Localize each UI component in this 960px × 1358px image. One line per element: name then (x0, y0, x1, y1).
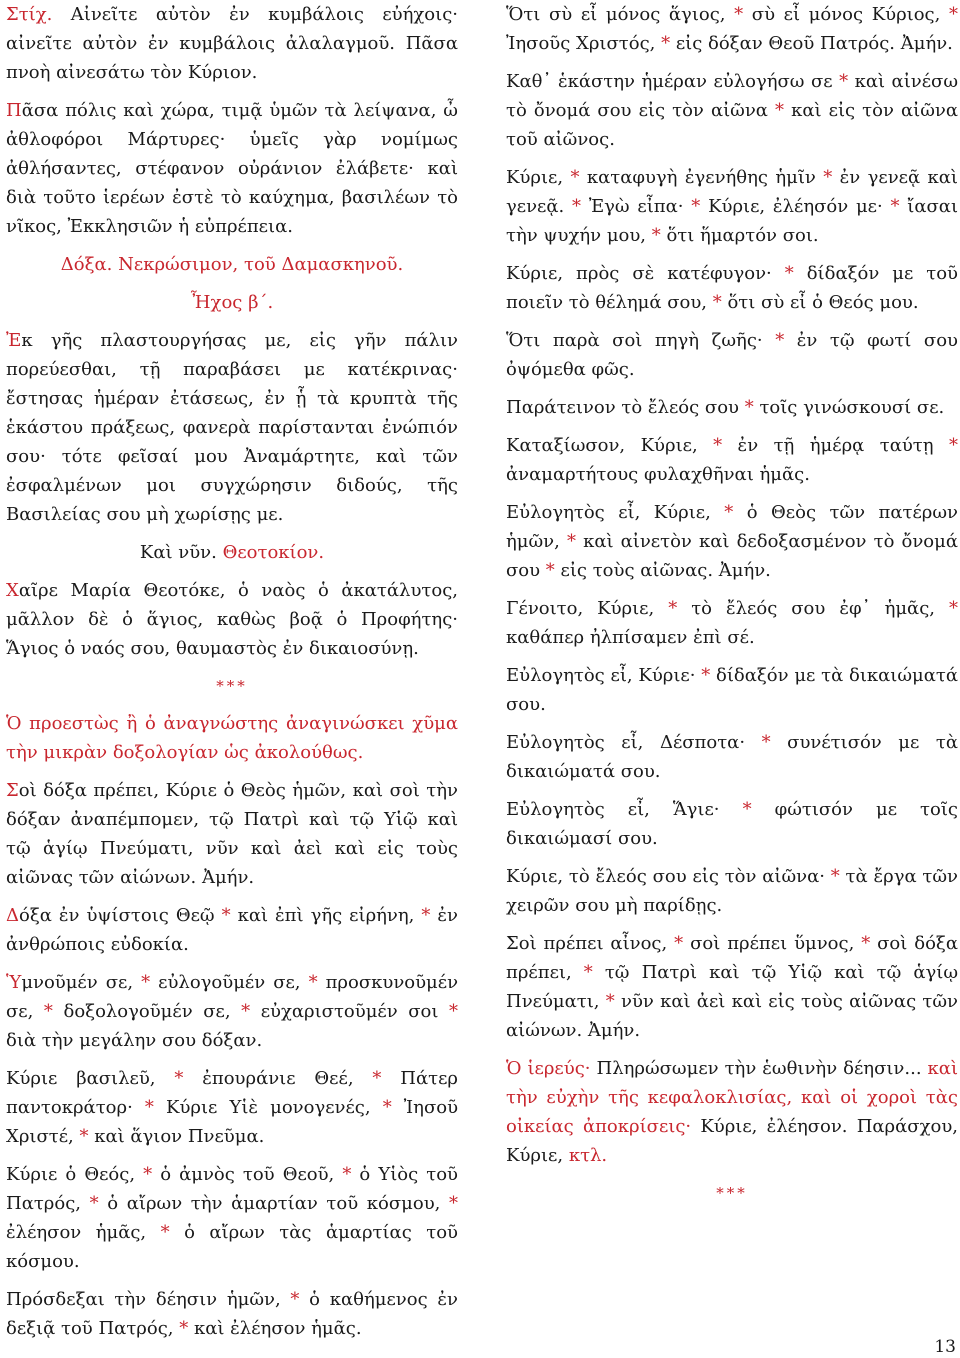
rubric-text: * (179, 1318, 189, 1339)
body-text: σὺ εἶ μόνος Κύριος, (743, 4, 949, 25)
rubric-text: * (661, 33, 671, 54)
body-text: εὐλογοῦμέν σε, (150, 972, 309, 993)
body-text: δοξολογοῦμέν σε, (52, 1001, 242, 1022)
text-paragraph (506, 431, 958, 489)
body-text: Καὶ νῦν. (139, 542, 223, 563)
rubric-text: * (605, 991, 615, 1012)
rubric-text: * (290, 1289, 300, 1310)
text-paragraph (6, 901, 458, 959)
body-text: καὶ ἐπὶ γῆς εἰρήνη, (230, 905, 422, 926)
rubric-text: Δόξα. Νεκρώσιμον, τοῦ Δαμασκηνοῦ. (60, 254, 404, 275)
body-text: Πρόσδεξαι τὴν δέησιν ἡμῶν, (6, 1289, 291, 1310)
rubric-text: Στίχ. (6, 4, 53, 25)
body-text: Κύριε, πρὸς σὲ κατέφυγον· (506, 263, 785, 284)
rubric-text: Ὁ προεστὼς ἢ ὁ ἀναγνώστης ἀναγινώσκει χῦμα τὴν μικρὰν δοξολογίαν ὡς ἀκολούθως. (6, 713, 458, 763)
rubric-text: * (570, 167, 580, 188)
body-text: καὶ αἰνετὸν καὶ δεδοξασμένον τὸ ὄνομά σου (506, 531, 958, 581)
rubric-text: * (784, 263, 794, 284)
rubric-text: Π (6, 100, 22, 121)
body-text: ἐν ἀνθρώποις εὐδοκία. (6, 905, 458, 955)
text-paragraph (506, 862, 958, 920)
rubric-text: * (449, 1001, 458, 1022)
body-text: φώτισόν με τοῖς δικαιώμασί σου. (506, 799, 958, 849)
body-text: οὶ δόξα πρέπει, Κύριε ὁ Θεὸς ἡμῶν, καὶ σοὶ τὴν δόξαν ἀναπέμπομεν, τῷ Πατρὶ καὶ τῷ Υἱῷ καὶ τῷ ἁγίῳ Πνεύματι, νῦν καὶ ἀεὶ καὶ εἰς τοὺς αἰῶνας τῶν αἰώνων. Ἀμήν. (6, 780, 458, 888)
rubric-text: * (174, 1068, 184, 1089)
body-text: ὁ ἀμνὸς τοῦ Θεοῦ, (152, 1164, 343, 1185)
body-text: σοὶ πρέπει ὕμνος, (683, 933, 862, 954)
text-paragraph (6, 0, 458, 87)
rubric-text: * (668, 598, 678, 619)
body-text: ὁ καθήμενος ἐν δεξιᾷ τοῦ Πατρός, (6, 1289, 459, 1339)
body-text: τοῖς γινώσκουσί σε. (753, 397, 945, 418)
rubric-text: * (861, 933, 871, 954)
section-separator (6, 672, 458, 701)
body-text: ὁ αἴρων τὰς ἁμαρτίας τοῦ κόσμου. (6, 1222, 458, 1272)
text-paragraph (506, 498, 958, 585)
text-paragraph (506, 594, 958, 652)
body-text: Σοὶ πρέπει αἶνος, (506, 933, 675, 954)
rubric-text: * (221, 905, 231, 926)
body-text: καὶ ἐλέησον ἡμᾶς. (188, 1318, 362, 1339)
body-text: ὁ αἴρων τὴν ἁμαρτίαν τοῦ κόσμου, (98, 1193, 449, 1214)
body-text: ἐπουράνιε Θεέ, (183, 1068, 373, 1089)
body-text: Πληρώσωμεν τὴν ἑωθινὴν δέησιν... (596, 1058, 928, 1079)
rubric-text: * (43, 1001, 53, 1022)
body-text: τῷ Πατρὶ καὶ τῷ Υἱῷ καὶ τῷ ἁγίῳ Πνεύματι, (506, 962, 958, 1012)
rubric-text: * (372, 1068, 382, 1089)
rubric-text: * (651, 225, 661, 246)
body-text: δίδαξόν με τὰ δικαιώματά σου. (506, 665, 958, 715)
text-paragraph (6, 968, 458, 1055)
rubric-text: * (890, 196, 900, 217)
body-text: μνοῦμέν σε, (21, 972, 142, 993)
text-paragraph (506, 67, 958, 154)
body-text: Κύριε, ἐλέησον. Παράσχου, Κύριε, (506, 1116, 958, 1166)
rubric-text: * (701, 665, 711, 686)
rubric-text: * (572, 196, 582, 217)
text-paragraph (506, 163, 958, 250)
text-paragraph (506, 929, 958, 1045)
text-paragraph (6, 326, 458, 529)
rubric-text: Δ (6, 905, 19, 926)
text-paragraph (6, 709, 458, 767)
rubric-text: * (144, 1097, 154, 1118)
text-paragraph (506, 795, 958, 853)
body-text: όξα ἐν ὑψίστοις Θεῷ (19, 905, 222, 926)
body-text: καὶ εἰς τὸν αἰῶνα τοῦ αἰῶνος. (506, 100, 958, 150)
rubric-text: * (143, 1164, 153, 1185)
rubric-text: * (674, 933, 684, 954)
rubric-text: * (89, 1193, 99, 1214)
rubric-text: * (823, 167, 833, 188)
text-paragraph (506, 393, 958, 422)
text-paragraph (6, 776, 458, 892)
body-text: εἰς τοὺς αἰῶνας. Ἀμήν. (554, 560, 771, 581)
rubric-text: *** (716, 1184, 748, 1202)
body-text: Ἐγὼ εἶπα· (581, 196, 692, 217)
body-text: ἴασαι τὴν ψυχήν μου, (506, 196, 959, 246)
body-text: Κύριε Υἱὲ μονογενές, (153, 1097, 383, 1118)
page-number: 13 (934, 1337, 956, 1357)
rubric-text: Θεοτοκίον. (222, 542, 325, 563)
rubric-text: Ἦχος β΄. (190, 292, 274, 313)
text-paragraph (6, 1285, 458, 1343)
rubric-text: * (545, 560, 555, 581)
body-text: Αἰνεῖτε αὐτὸν ἐν κυμβάλοις εὐήχοις· αἰνεῖτε αὐτὸν ἐν κυμβάλοις ἀλαλαγμοῦ. Πᾶσα πνοὴ αἰνεσάτω τὸν Κύριον. (6, 4, 458, 83)
text-paragraph (506, 326, 958, 384)
text-paragraph (506, 259, 958, 317)
body-text: Κύριε βασιλεῦ, (6, 1068, 175, 1089)
body-text: νῦν καὶ ἀεὶ καὶ εἰς τοὺς αἰῶνας τῶν αἰώνων. Ἀμήν. (506, 991, 958, 1041)
body-text: ὅτι ἥμαρτόν σοι. (660, 225, 819, 246)
body-text: Κύριε, τὸ ἔλεός σου εἰς τὸν αἰῶνα· (506, 866, 831, 887)
rubric-text: * (839, 71, 849, 92)
body-text: κ γῆς πλαστουργήσας με, εἰς γῆν πάλιν πορεύεσθαι, τῇ παραβάσει με κατέκρινας· ἔστησας ἡμέραν ἐτάσεως, ἐν ᾗ τὰ κρυπτὰ τῆς ἑκάστου πράξεως, φανερὰ παρίστανται ἐνώπιόν σου· τότε φεῖσαί μου Ἀναμάρτητε, καὶ τῶν ἐσφαλμένων μοι συγχώρησιν διδούς, τῆς Βασιλείας σου μὴ χωρίσῃς με. (6, 330, 458, 525)
body-text: Ἰησοῦς Χριστός, (506, 33, 662, 54)
text-paragraph (506, 1054, 958, 1170)
body-text: Κύριε, ἐλέησόν με· (700, 196, 891, 217)
rubric-text: * (775, 100, 785, 121)
body-text: Εὐλογητὸς εἶ, Δέσποτα· (506, 732, 762, 753)
body-text: καθάπερ ἠλπίσαμεν ἐπὶ σέ. (506, 627, 755, 648)
rubric-text: * (949, 4, 958, 25)
rubric-text: * (421, 905, 431, 926)
body-text: τὰ ἔργα τῶν χειρῶν σου μὴ παρίδῃς. (506, 866, 958, 916)
rubric-text: κτλ. (568, 1145, 608, 1166)
rubric-text: * (79, 1126, 89, 1147)
left-column (6, 0, 458, 1352)
body-text: ὁ Θεὸς τῶν πατέρων ἡμῶν, (506, 502, 958, 552)
rubric-text: * (734, 4, 744, 25)
rubric-text: * (712, 292, 722, 313)
body-text: ὁ Υἱὸς τοῦ Πατρός, (6, 1164, 459, 1214)
rubric-text: * (160, 1222, 170, 1243)
rubric-text: Χ (6, 580, 19, 601)
text-paragraph (6, 96, 458, 241)
rubric-text: * (583, 962, 593, 983)
body-text: προσκυνοῦμέν σε, (6, 972, 459, 1022)
body-text: ᾶσα πόλις καὶ χώρα, τιμᾷ ὑμῶν τὰ λείψανα, ὦ ἀθλοφόροι Μάρτυρες· ὑμεῖς γὰρ νομίμως ἀθλήσαντες, στέφανον οὐράνιον ἐλάβετε· καὶ διὰ τοῦτο ἱερέων ἐστὲ τὸ καύχημα, βασιλέων τὸ νῖκος, Ἐκκλησιῶν ἡ εὐπρέπεια. (6, 100, 458, 237)
body-text: ἐν τῇ ἡμέρᾳ ταύτῃ (722, 435, 949, 456)
body-text: Εὐλογητὸς εἶ, Ἅγιε· (506, 799, 743, 820)
body-text: Ἰησοῦ Χριστέ, (6, 1097, 459, 1147)
rubric-text: * (713, 435, 723, 456)
rubric-text: * (448, 1193, 458, 1214)
rubric-heading (6, 250, 458, 279)
rubric-text: Ὁ ἱερεύς· (506, 1058, 597, 1079)
body-text: Κύριε, (506, 167, 571, 188)
body-text: τὸ ἔλεός σου ἐφ᾽ ἡμᾶς, (677, 598, 949, 619)
body-text: Ὅτι σὺ εἶ μόνος ἅγιος, (506, 4, 735, 25)
rubric-heading (6, 288, 458, 317)
body-text: Παράτεινον τὸ ἔλεός σου (506, 397, 745, 418)
rubric-text: * (775, 330, 785, 351)
body-text: Εὐλογητὸς εἶ, Κύριε, (506, 502, 725, 523)
body-text: ἐν τῷ φωτί σου ὀψόμεθα φῶς. (506, 330, 958, 380)
rubric-text: * (141, 972, 151, 993)
rubric-heading (6, 538, 458, 567)
rubric-text: * (724, 502, 734, 523)
section-separator (506, 1179, 958, 1208)
rubric-text: * (742, 799, 752, 820)
rubric-text: καὶ τὴν εὐχὴν τῆς κεφαλοκλισίας, καὶ οἱ χοροὶ τὰς οἰκείας ἀποκρίσεις· (506, 1058, 959, 1137)
rubric-text: * (382, 1097, 392, 1118)
body-text: ἐλέησον ἡμᾶς, (6, 1222, 161, 1243)
rubric-text: * (342, 1164, 352, 1185)
rubric-text: * (830, 866, 840, 887)
body-text: ἀναμαρτήτους φυλαχθῆναι ἡμᾶς. (506, 464, 810, 485)
body-text: δίδαξόν με τοῦ ποιεῖν τὸ θέλημά σου, (506, 263, 958, 313)
body-text: ἐν γενεᾷ καὶ γενεᾷ. (506, 167, 958, 217)
text-paragraph (506, 728, 958, 786)
text-paragraph (6, 576, 458, 663)
rubric-text: * (308, 972, 318, 993)
text-paragraph (506, 0, 958, 58)
rubric-text: Σ (6, 780, 19, 801)
rubric-text: * (949, 435, 958, 456)
right-column (506, 0, 958, 1216)
body-text: ὅτι σὺ εἶ ὁ Θεός μου. (721, 292, 919, 313)
body-text: καὶ ἅγιον Πνεῦμα. (88, 1126, 265, 1147)
body-text: συνέτισόν με τὰ δικαιώματά σου. (506, 732, 958, 782)
body-text: καταφυγὴ ἐγενήθης ἡμῖν (579, 167, 824, 188)
text-paragraph (6, 1064, 458, 1151)
rubric-text: * (949, 598, 958, 619)
body-text: Γένοιτο, Κύριε, (506, 598, 669, 619)
rubric-text: *** (216, 677, 248, 695)
body-text: εὐχαριστοῦμέν σοι (250, 1001, 449, 1022)
body-text: Πάτερ παντοκράτορ· (6, 1068, 458, 1118)
text-paragraph (6, 1160, 458, 1276)
rubric-text: Ὑ (6, 972, 22, 993)
body-text: αῖρε Μαρία Θεοτόκε, ὁ ναὸς ὁ ἀκατάλυτος, μᾶλλον δὲ ὁ ἅγιος, καθὼς βοᾷ ὁ Προφήτης· Ἅγιος ὁ ναός σου, θαυμαστὸς ἐν δικαιοσύνῃ. (6, 580, 458, 659)
body-text: σοὶ δόξα πρέπει, (506, 933, 958, 983)
body-text: καὶ αἰνέσω τὸ ὄνομά σου εἰς τὸν αἰῶνα (506, 71, 958, 121)
body-text: διὰ τὴν μεγάλην σου δόξαν. (6, 1030, 263, 1051)
rubric-text: Ἐ (6, 330, 22, 351)
rubric-text: * (744, 397, 754, 418)
rubric-text: * (761, 732, 771, 753)
text-paragraph (506, 661, 958, 719)
body-text: Καταξίωσον, Κύριε, (506, 435, 714, 456)
body-text: εἰς δόξαν Θεοῦ Πατρός. Ἀμήν. (670, 33, 953, 54)
rubric-text: * (566, 531, 576, 552)
body-text: Καθ᾽ ἑκάστην ἡμέραν εὐλογήσω σε (506, 71, 840, 92)
body-text: Εὐλογητὸς εἶ, Κύριε· (506, 665, 702, 686)
body-text: Ὅτι παρὰ σοὶ πηγὴ ζωῆς· (506, 330, 776, 351)
rubric-text: * (691, 196, 701, 217)
body-text: Κύριε ὁ Θεός, (6, 1164, 144, 1185)
rubric-text: * (241, 1001, 251, 1022)
